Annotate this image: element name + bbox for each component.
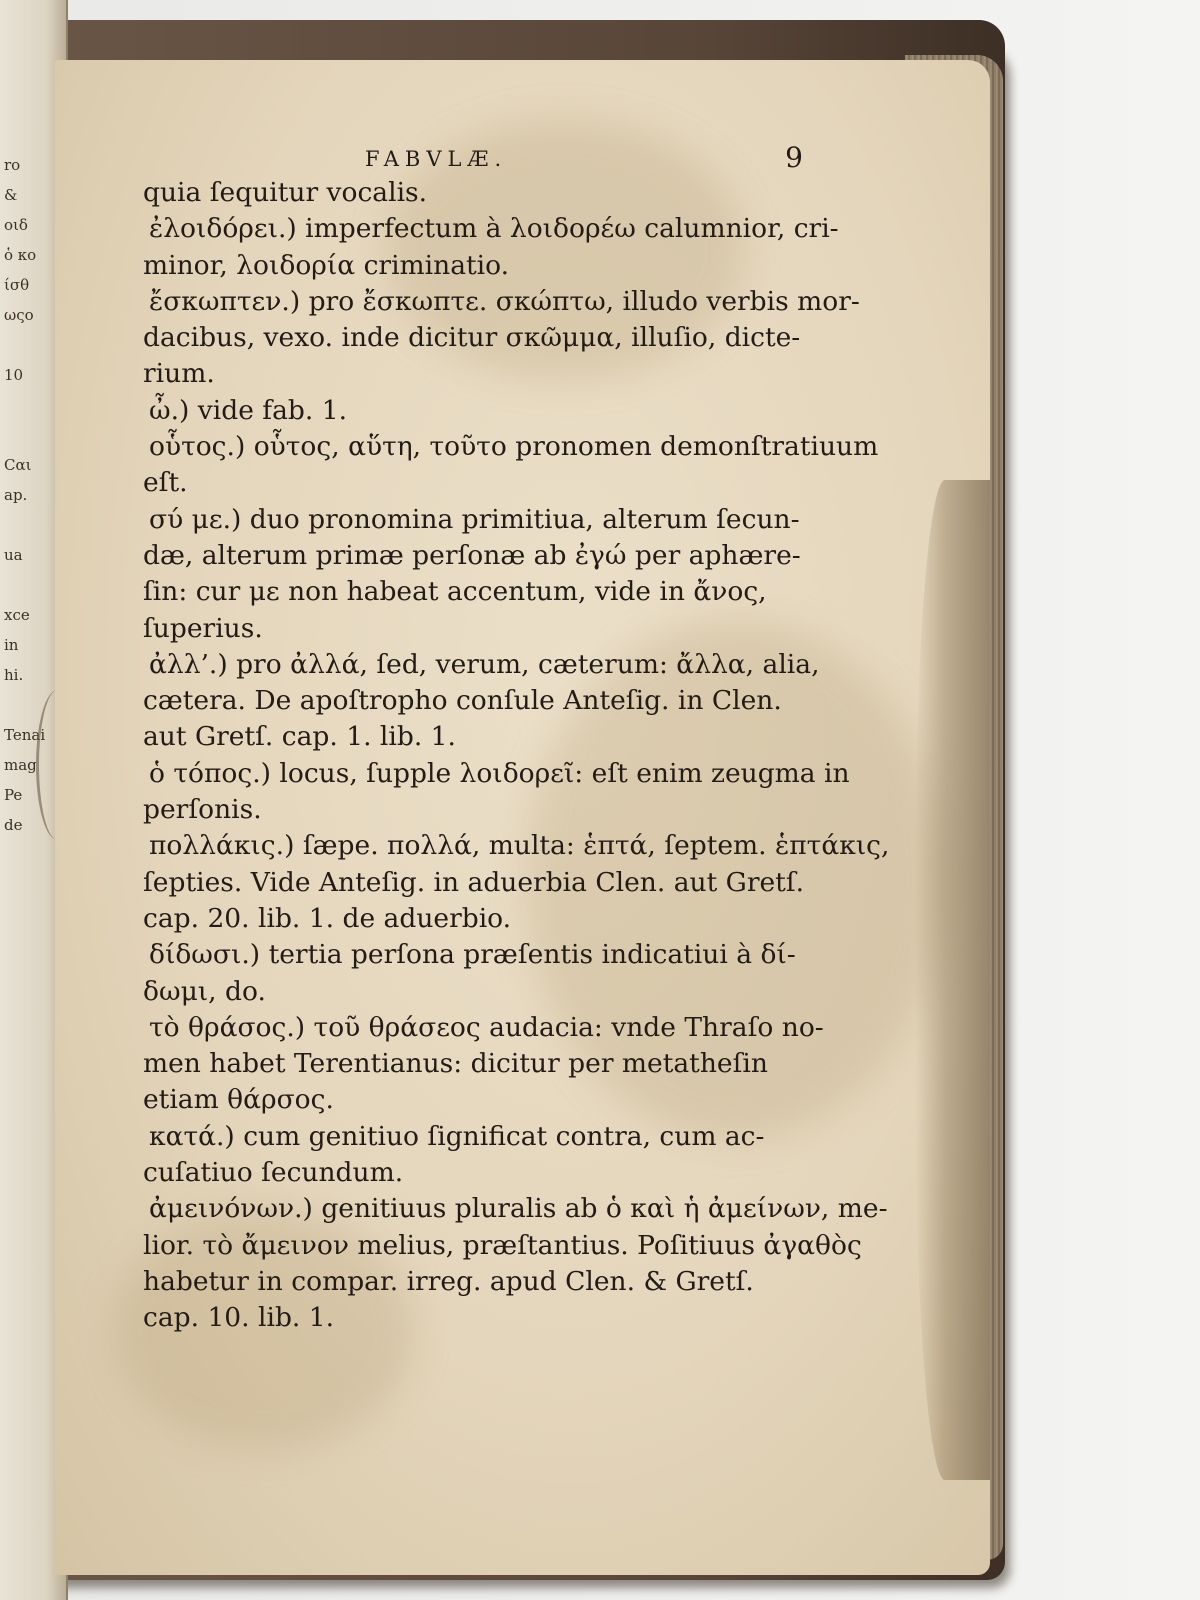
running-title: FABVLÆ. — [365, 147, 508, 171]
left-page-fragment: ὁ κο — [4, 246, 37, 264]
text-line: ἀμεινόνων.) genitiuus pluralis ab ὁ καὶ ἡ ἀμείνων, me- — [149, 1193, 888, 1225]
left-page-fragment — [4, 930, 60, 960]
text-line: cætera. De apoſtropho conſule Anteſig. in Clen. — [143, 685, 782, 717]
text-line: ἐλοιδόρει.) imperfectum à λοιδορέω calumnior, cri- — [149, 213, 839, 245]
left-page-fragment — [4, 870, 60, 900]
left-page-fragment — [4, 990, 60, 1020]
text-line: ἔσκωπτεν.) pro ἔσκωπτε. σκώπτω, illudo verbis mor- — [149, 285, 860, 317]
text-line: δίδωσι.) tertia perſona præſentis indicatiui à δί- — [149, 939, 796, 971]
text-line: cuſatiuo ſecundum. — [143, 1157, 404, 1189]
left-page-fragments — [4, 150, 60, 1020]
left-page-fragment: mag — [4, 756, 37, 774]
left-page-fragment: in — [4, 636, 19, 654]
left-page-fragment: ωςο — [4, 306, 34, 324]
text-line: dacibus, vexo. inde dicitur σκῶμμα, illuſio, dicte- — [143, 322, 801, 354]
text-line: δωμι, do. — [143, 975, 266, 1007]
book-page — [55, 60, 990, 1575]
text-line: ſuperius. — [143, 612, 263, 644]
text-line: habetur in compar. irreg. apud Clen. & Gretſ. — [143, 1265, 754, 1297]
left-page-fragment: Pe — [4, 786, 23, 804]
text-line: quia ſequitur vocalis. — [143, 177, 428, 208]
text-line: etiam θάρσος. — [143, 1084, 334, 1116]
left-page-fragment: de — [4, 816, 23, 834]
text-line: eſt. — [143, 467, 188, 499]
left-page-fragment: hi. — [4, 666, 24, 684]
body-text — [143, 175, 890, 1337]
text-line: ὁ τόπος.) locus, ſupple λοιδορεῖ: eſt enim zeugma in — [149, 757, 850, 789]
left-page-fragment: ap. — [4, 486, 28, 504]
text-line: cap. 20. lib. 1. de aduerbio. — [143, 902, 512, 934]
text-line: cap. 10. lib. 1. — [143, 1302, 335, 1334]
text-line: dæ, alterum primæ perſonæ ab ἐγώ per aphære- — [143, 539, 801, 571]
text-line: perſonis. — [143, 794, 262, 826]
text-line: lior. τὸ ἄμεινον melius, præſtantius. Poſitiuus ἀγαθὸς — [143, 1229, 862, 1261]
text-line: men habet Terentianus: dicitur per metatheſin — [143, 1048, 768, 1080]
left-page-fragment: ίσθ — [4, 276, 30, 294]
left-page-fragment — [4, 840, 60, 870]
left-page-fragment: Tenai — [4, 726, 46, 744]
text-line: κατά.) cum genitiuo ſignificat contra, cum ac- — [149, 1120, 765, 1152]
text-line: minor, λοιδορία criminatio. — [143, 249, 510, 281]
text-block — [143, 135, 890, 1337]
left-page-fragment — [4, 390, 60, 420]
text-line: ſin: cur με non habeat accentum, vide in ἄνος, — [143, 576, 767, 608]
running-head — [143, 135, 813, 175]
left-page-fragment: 10 — [4, 366, 24, 384]
left-page-fragment — [4, 900, 60, 930]
left-page-fragment: & — [4, 186, 18, 204]
text-line: ὦ.) vide fab. 1. — [149, 394, 348, 426]
left-page-fragment — [4, 570, 60, 600]
text-line: τὸ θράσος.) τοῦ θράσεος audacia: vnde Thraſo no- — [149, 1011, 824, 1043]
left-page-fragment: Cαι — [4, 456, 32, 474]
text-line: ἀλλ’.) pro ἀλλά, ſed, verum, cæterum: ἄλλα, alia, — [149, 648, 820, 680]
left-page-fragment — [4, 420, 60, 450]
text-line: aut Gretſ. cap. 1. lib. 1. — [143, 721, 456, 753]
page-number: 9 — [785, 141, 803, 174]
text-line: πολλάκις.) ſæpe. πολλά, multa: ἑπτά, ſeptem. ἑπτάκις, — [149, 830, 890, 862]
left-page-fragment — [4, 330, 60, 360]
worn-edge — [915, 480, 990, 1480]
text-line: ſepties. Vide Anteſig. in aduerbia Clen. aut Gretſ. — [143, 866, 805, 898]
left-page-fragment — [4, 960, 60, 990]
left-page-fragment: ua — [4, 546, 23, 564]
left-page-fragment: ro — [4, 156, 21, 174]
text-line: σύ με.) duo pronomina primitiua, alterum ſecun- — [149, 503, 800, 535]
left-page-fragment — [4, 510, 60, 540]
text-line: rium. — [143, 358, 215, 390]
left-page-fragment: xce — [4, 606, 30, 624]
left-page-fragment: οιδ — [4, 216, 28, 234]
text-line: οὗτος.) οὗτος, αὕτη, τοῦτο pronomen demonſtratiuum — [149, 431, 879, 463]
